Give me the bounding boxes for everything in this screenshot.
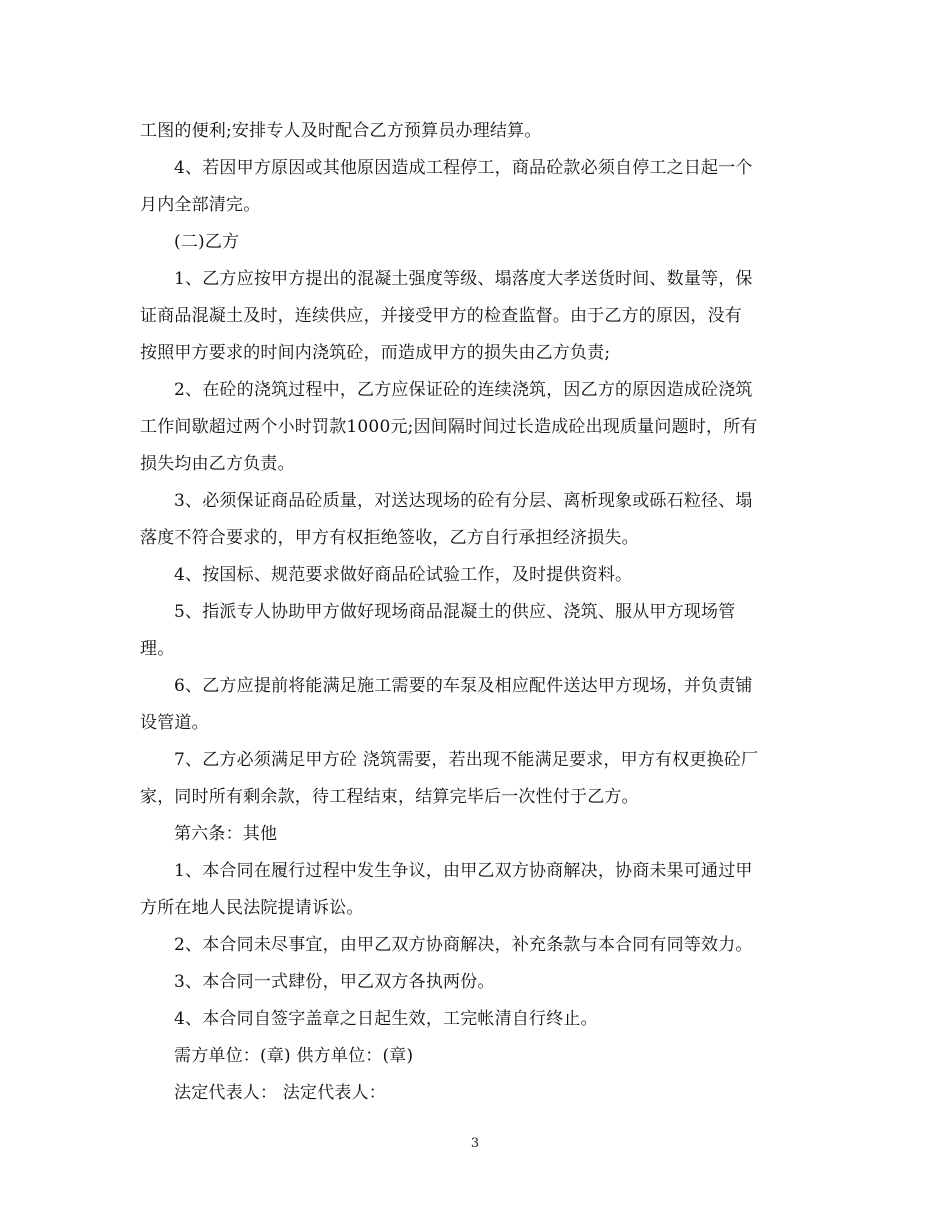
text-line: 1、本合同在履行过程中发生争议，由甲乙双方协商解决，协商未果可通过甲 bbox=[174, 861, 753, 881]
text-line: 方所在地人民法院提请诉讼。 bbox=[140, 898, 364, 918]
text-line: 3、必须保证商品砼质量，对送达现场的砼有分层、离析现象或砾石粒径、塌 bbox=[174, 491, 753, 511]
text-line: 3、本合同一式肆份，甲乙双方各执两份。 bbox=[174, 972, 495, 992]
text-line: 5、指派专人协助甲方做好现场商品混凝土的供应、浇筑、服从甲方现场管 bbox=[174, 602, 736, 622]
text-line: 4、若因甲方原因或其他原因造成工程停工，商品砼款必须自停工之日起一个 bbox=[174, 158, 753, 178]
section-heading: (二)乙方 bbox=[174, 232, 240, 252]
signature-line: 法定代表人： 法定代表人： bbox=[174, 1083, 387, 1103]
text-line: 2、本合同未尽事宜，由甲乙双方协商解决，补充条款与本合同有同等效力。 bbox=[174, 935, 753, 955]
text-line: 6、乙方应提前将能满足施工需要的车泵及相应配件送达甲方现场，并负责铺 bbox=[174, 676, 753, 696]
text-line: 月内全部清完。 bbox=[140, 195, 261, 215]
text-line: 2、在砼的浇筑过程中，乙方应保证砼的连续浇筑，因乙方的原因造成砼浇筑 bbox=[174, 380, 753, 400]
text-line: 理。 bbox=[140, 639, 175, 659]
text-line: 7、乙方必须满足甲方砼 浇筑需要，若出现不能满足要求，甲方有权更换砼厂 bbox=[174, 750, 759, 770]
text-line: 按照甲方要求的时间内浇筑砼，而造成甲方的损失由乙方负责; bbox=[140, 343, 611, 363]
text-line: 证商品混凝土及时，连续供应，并接受甲方的检查监督。由于乙方的原因，没有 bbox=[140, 306, 742, 326]
page-number: 3 bbox=[470, 1136, 480, 1151]
section-heading: 第六条：其他 bbox=[174, 824, 278, 844]
text-line: 落度不符合要求的，甲方有权拒绝签收，乙方自行承担经济损失。 bbox=[140, 528, 639, 548]
text-line: 工图的便利;安排专人及时配合乙方预算员办理结算。 bbox=[140, 121, 542, 141]
text-line: 家，同时所有剩余款，待工程结束，结算完毕后一次性付于乙方。 bbox=[140, 787, 639, 807]
text-line: 损失均由乙方负责。 bbox=[140, 454, 295, 474]
text-line: 4、按国标、规范要求做好商品砼试验工作，及时提供资料。 bbox=[174, 565, 633, 585]
signature-line: 需方单位：(章) 供方单位：(章) bbox=[174, 1046, 414, 1066]
text-line: 4、本合同自签字盖章之日起生效，工完帐清自行终止。 bbox=[174, 1009, 598, 1029]
text-line: 工作间歇超过两个小时罚款1000元;因间隔时间过长造成砼出现质量问题时，所有 bbox=[140, 417, 758, 437]
text-line: 1、乙方应按甲方提出的混凝土强度等级、塌落度大孝送货时间、数量等，保 bbox=[174, 269, 753, 289]
text-line: 设管道。 bbox=[140, 713, 209, 733]
